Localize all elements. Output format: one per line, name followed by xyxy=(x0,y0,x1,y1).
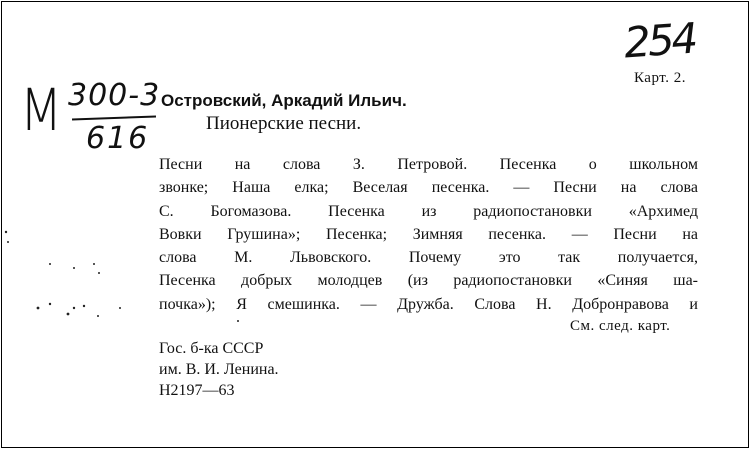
author-heading: Островский, Аркадий Ильич. xyxy=(161,91,407,110)
contents-line: С. Богомазова. Песенка из радиопостановки «Архимед xyxy=(159,202,698,220)
work-title: Пионерские песни. xyxy=(206,113,362,134)
handwritten-shelf-code-top: 300-3 xyxy=(68,78,161,113)
contents-line: слова М. Львовского. Почему это так получается, xyxy=(159,249,698,267)
contents-line: звонке; Наша елка; Веселая песенка. — Песни на слова xyxy=(159,179,698,197)
library-line: Гос. б-ка СССР xyxy=(159,340,264,357)
contents-line: Песни на слова З. Петровой. Песенка о школьном xyxy=(159,156,698,173)
contents-line: почка»); Я смешинка. — Дружба. Слова Н. Добронравова и xyxy=(159,295,698,313)
contents-note xyxy=(159,153,698,316)
handwritten-shelf-letter: М xyxy=(19,76,63,144)
library-line: Н2197—63 xyxy=(159,382,235,399)
card-number: Карт. 2. xyxy=(634,70,686,86)
see-next-card-note: См. след. карт. xyxy=(570,318,671,334)
catalog-card xyxy=(1,1,749,448)
library-imprint xyxy=(159,338,279,401)
contents-line: Песенка добрых молодцев (из радиопостановки «Синяя ша- xyxy=(159,272,698,290)
library-line: им. В. И. Ленина. xyxy=(159,361,279,378)
handwritten-accession-number: 254 xyxy=(622,13,697,68)
contents-line: Вовки Грушина»; Песенка; Зимняя песенка. — Песни на xyxy=(159,225,698,243)
handwritten-shelf-code-bottom: 616 xyxy=(86,121,150,156)
